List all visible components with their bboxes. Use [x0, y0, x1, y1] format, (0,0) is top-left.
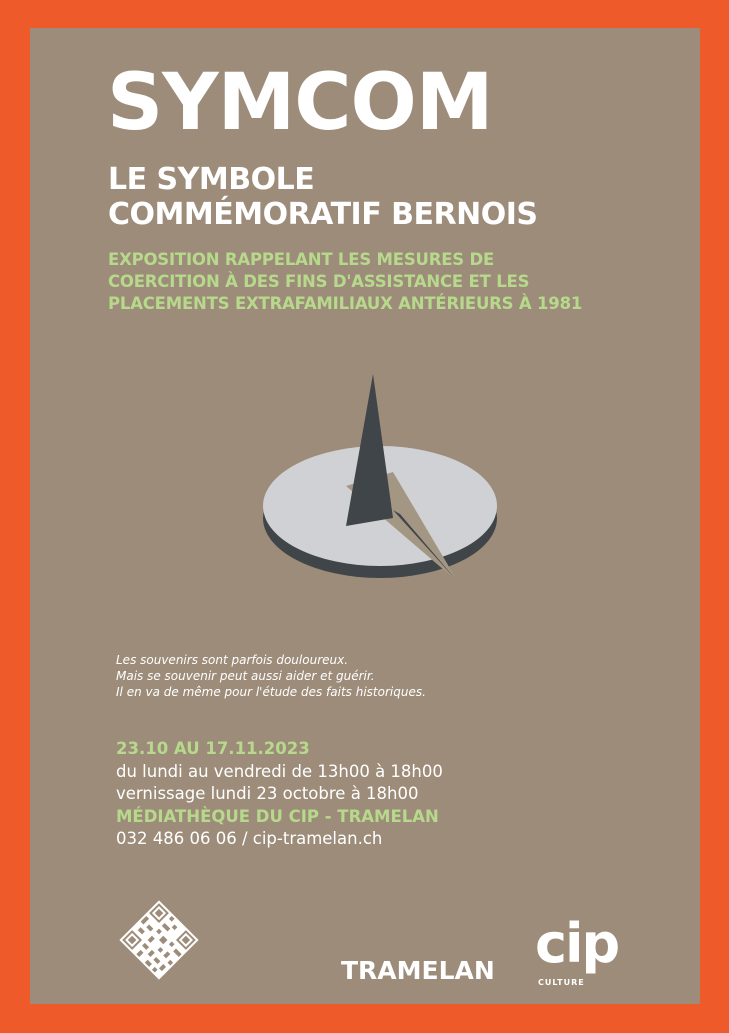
description-line-3: PLACEMENTS EXTRAFAMILIAUX ANTÉRIEURS À 1981	[108, 294, 583, 313]
poster-subtitle	[108, 162, 537, 232]
cip-culture-label: CULTURE	[538, 978, 585, 987]
vernissage-date: vernissage lundi 23 octobre à 18h00	[116, 784, 419, 803]
qr-code-icon[interactable]	[114, 895, 204, 985]
event-info	[116, 738, 443, 851]
venue-name: MÉDIATHÈQUE DU CIP - TRAMELAN	[116, 806, 439, 826]
event-dates: 23.10 AU 17.11.2023	[116, 739, 310, 758]
quote-line-1: Les souvenirs sont parfois douloureux.	[116, 653, 349, 667]
tramelan-logo: TRAMELAN	[341, 956, 495, 985]
contact-info: 032 486 06 06 / cip-tramelan.ch	[116, 829, 383, 848]
subtitle-line-1: LE SYMBOLE	[108, 162, 315, 197]
quote-line-3: Il en va de même pour l'étude des faits historiques.	[116, 685, 426, 699]
subtitle-line-2: COMMÉMORATIF BERNOIS	[108, 197, 538, 232]
poster	[30, 28, 700, 1004]
exhibition-description	[108, 249, 668, 315]
sundial-monument-icon	[250, 338, 510, 608]
cip-logo: cip	[535, 912, 619, 975]
opening-hours: du lundi au vendredi de 13h00 à 18h00	[116, 761, 443, 781]
poster-title: SYMCOM	[107, 58, 493, 148]
quote-line-2: Mais se souvenir peut aussi aider et guérir.	[116, 669, 375, 683]
quote-block	[116, 652, 426, 700]
description-line-2: COERCITION À DES FINS D'ASSISTANCE ET LES	[108, 272, 530, 291]
description-line-1: EXPOSITION RAPPELANT LES MESURES DE	[108, 250, 495, 269]
